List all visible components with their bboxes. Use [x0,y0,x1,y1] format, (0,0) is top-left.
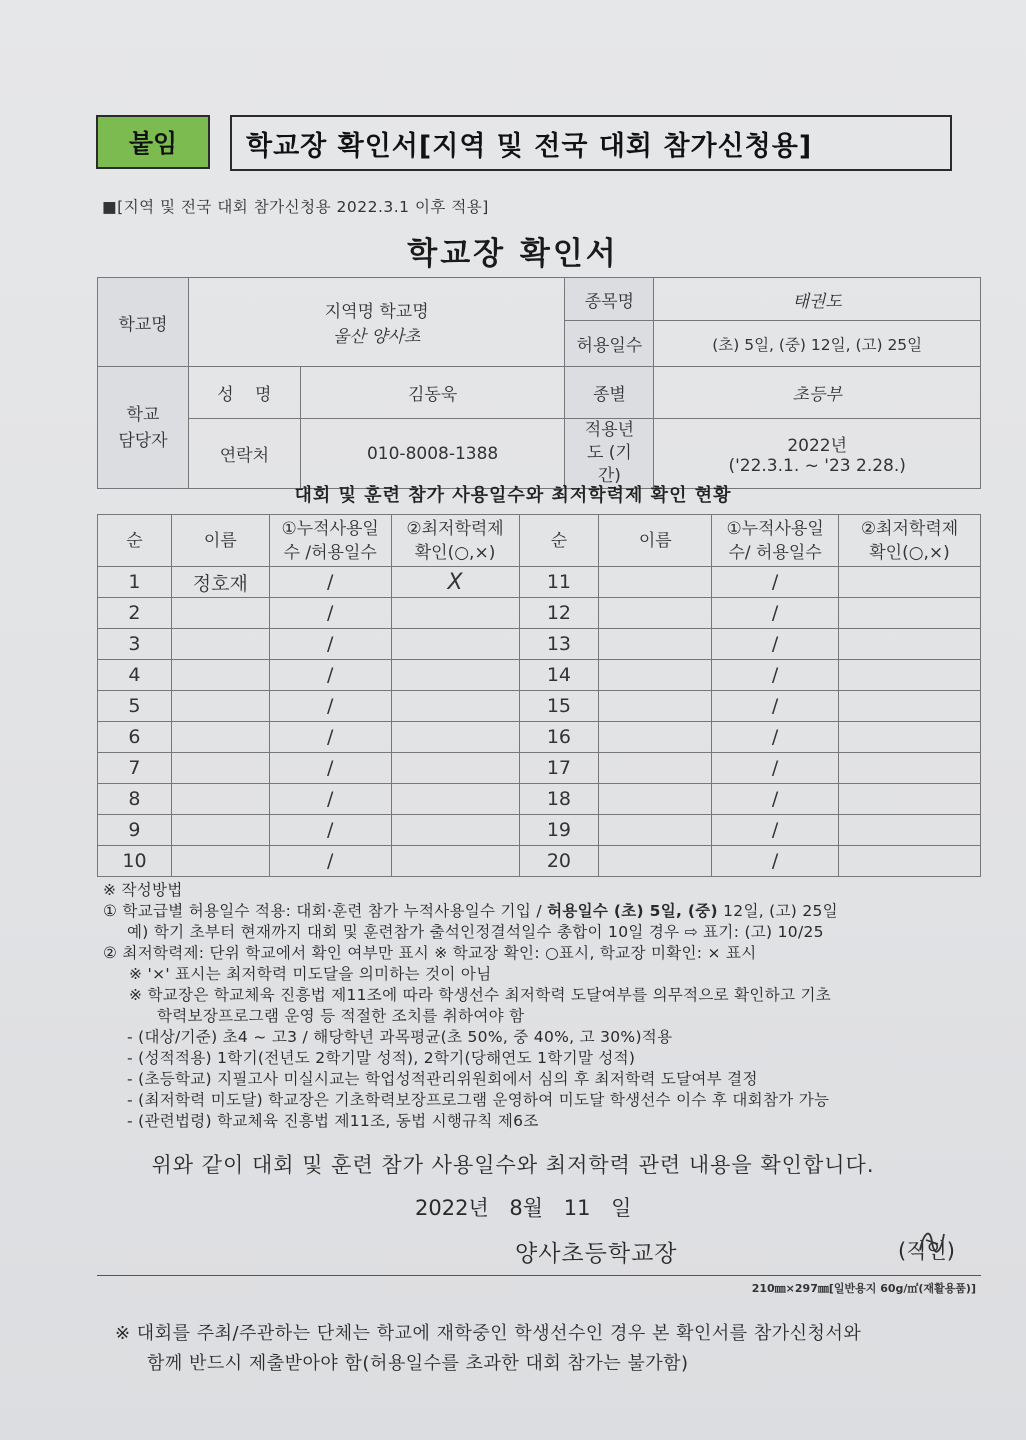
row-number: 14 [519,660,599,691]
status-table [97,514,981,877]
academic-check [839,629,981,660]
phone-value: 010-8008-1388 [300,419,565,489]
info-table [97,277,981,489]
student-name [171,629,269,660]
col-days-2: ①누적사용일수/ 허용일수 [712,515,839,567]
row-number: 10 [98,846,172,877]
used-days: / [269,660,391,691]
academic-check [391,691,519,722]
table-row [98,722,981,753]
academic-check: X [391,567,519,598]
year-cell [654,419,981,489]
student-name: 정호재 [171,567,269,598]
academic-check [391,598,519,629]
note-1-example: 예) 학기 초부터 현재까지 대회 및 훈련참가 출석인정결석일수 총합이 10일 경우 ⇨ 표기: (고) 10/25 [127,923,824,941]
used-days: / [712,598,839,629]
instructions [103,880,993,1132]
footer-note [115,1319,861,1379]
issue-date: 2022년 8월 11 일 [415,1196,632,1220]
row-number: 3 [98,629,172,660]
used-days: / [269,815,391,846]
row-number: 20 [519,846,599,877]
row-number: 11 [519,567,599,598]
year-period: ('22.3.1. ~ '23 2.28.) [728,456,906,476]
note-2-b1: ※ 학교장은 학교체육 진흥법 제11조에 따라 학생선수 최저학력 도달여부를 의무적으로 확인하고 기초 [129,986,832,1004]
academic-check [839,567,981,598]
type-value: 초등부 [654,367,981,419]
row-number: 1 [98,567,172,598]
notes-heading: ※ 작성방법 [103,881,183,899]
row-number: 17 [519,753,599,784]
used-days: / [712,815,839,846]
detail-4: - (최저학력 미도달) 학교장은 기초학력보장프로그램 운영하여 미도달 학생선수 이수 후 대회참가 가능 [127,1091,830,1109]
signature-mark [912,1222,952,1262]
academic-check [391,753,519,784]
student-name [171,784,269,815]
table-row [98,753,981,784]
note-2-a: ※ '×' 표시는 최저학력 미도달을 의미하는 것이 아님 [129,965,492,983]
note-2: ② 최저학력제: 단위 학교에서 확인 여부만 표시 ※ 학교장 확인: ○표시, 학교장 미확인: × 표시 [103,944,757,962]
academic-check [391,846,519,877]
row-number: 15 [519,691,599,722]
used-days: / [269,567,391,598]
row-number: 12 [519,598,599,629]
row-number: 9 [98,815,172,846]
col-academic: ②최저학력제 확인(○,×) [391,515,519,567]
student-name [171,598,269,629]
table-row [98,691,981,722]
event-value: 태권도 [654,278,981,321]
confirmation-statement: 위와 같이 대회 및 훈련 참가 사용일수와 최저학력 관련 내용을 확인합니다. [151,1153,875,1177]
used-days: / [269,784,391,815]
col-no-2: 순 [519,515,599,567]
school-value: 울산 양사초 [332,327,421,347]
student-name [599,815,712,846]
table-row [98,598,981,629]
used-days: / [712,784,839,815]
school-header: 지역명 학교명 [324,302,429,322]
school-cell [188,278,565,367]
table-row [98,846,981,877]
academic-check [839,691,981,722]
academic-check [391,629,519,660]
footer-line-1: ※ 대회를 주최/주관하는 단체는 학교에 재학중인 학생선수인 경우 본 확인서를 참가신청서와 [115,1323,862,1344]
note-2-b2: 학력보장프로그램 운영 등 적절한 조치를 취하여야 함 [157,1007,525,1025]
school-label: 학교명 [98,278,189,367]
academic-check [839,784,981,815]
principal-title: 양사초등학교장 [515,1241,678,1267]
student-name [599,784,712,815]
used-days: / [712,722,839,753]
name-label: 성 명 [188,367,300,419]
table-row [98,660,981,691]
days-label: 허용일수 [565,321,654,367]
student-name [599,691,712,722]
academic-check [391,660,519,691]
document-title: 학교장 확인서 [407,236,619,272]
student-name [599,722,712,753]
academic-check [839,598,981,629]
academic-check [391,815,519,846]
seal-label: (직인) [898,1239,955,1263]
detail-1: - (대상/기준) 초4 ~ 고3 / 해당학년 과목평균(초 50%, 중 40%, 고 30%)적용 [127,1028,673,1046]
detail-5: - (관련법령) 학교체육 진흥법 제11조, 동법 시행규칙 제6조 [127,1112,539,1130]
note-1: ① 학교급별 허용일수 적용: 대회·훈련 참가 누적사용일수 기입 / 허용일수 (초) 5일, (중) 12일, (고) 25일 [103,902,838,920]
attachment-badge: 붙임 [96,115,210,169]
table-row [98,815,981,846]
used-days: / [269,629,391,660]
divider [97,1275,981,1276]
student-name [599,629,712,660]
phone-label: 연락처 [188,419,300,489]
student-name [171,815,269,846]
student-name [599,846,712,877]
type-label: 종별 [565,367,654,419]
student-name [171,722,269,753]
row-number: 19 [519,815,599,846]
academic-check [839,722,981,753]
used-days: / [269,753,391,784]
days-value: (초) 5일, (중) 12일, (고) 25일 [654,321,981,367]
academic-check [839,660,981,691]
student-name [599,660,712,691]
header-title: 학교장 확인서[지역 및 전국 대회 참가신청용] [230,115,952,171]
year-label: 적용년도 (기간) [565,419,654,489]
row-number: 18 [519,784,599,815]
paper-spec: 210㎜×297㎜[일반용지 60g/㎡(재활용품)] [751,1282,976,1295]
col-academic-2: ②최저학력제 확인(○,×) [839,515,981,567]
detail-3: - (초등학교) 지필고사 미실시교는 학업성적관리위원회에서 심의 후 최저학력 도달여부 결정 [127,1070,758,1088]
application-note: ■[지역 및 전국 대회 참가신청용 2022.3.1 이후 적용] [102,198,489,216]
row-number: 7 [98,753,172,784]
academic-check [839,753,981,784]
student-name [171,753,269,784]
student-name [599,567,712,598]
detail-2: - (성적적용) 1학기(전년도 2학기말 성적), 2학기(당해연도 1학기말 성적) [127,1049,636,1067]
table-row [98,567,981,598]
col-name: 이름 [171,515,269,567]
student-name [171,660,269,691]
used-days: / [712,846,839,877]
used-days: / [712,691,839,722]
table-row [98,629,981,660]
row-number: 13 [519,629,599,660]
student-name [171,691,269,722]
used-days: / [269,598,391,629]
academic-check [839,815,981,846]
col-days: ①누적사용일수 /허용일수 [269,515,391,567]
name-value: 김동욱 [300,367,565,419]
used-days: / [712,660,839,691]
row-number: 16 [519,722,599,753]
event-label: 종목명 [565,278,654,321]
col-no: 순 [98,515,172,567]
academic-check [839,846,981,877]
used-days: / [712,629,839,660]
student-name [171,846,269,877]
section-title: 대회 및 훈련 참가 사용일수와 최저학력제 확인 현황 [294,485,732,506]
used-days: / [712,753,839,784]
used-days: / [269,722,391,753]
row-number: 8 [98,784,172,815]
footer-line-2: 함께 반드시 제출받아야 함(허용일수를 초과한 대회 참가는 불가함) [147,1353,689,1374]
used-days: / [712,567,839,598]
row-number: 4 [98,660,172,691]
academic-check [391,784,519,815]
used-days: / [269,691,391,722]
academic-check [391,722,519,753]
student-name [599,753,712,784]
row-number: 5 [98,691,172,722]
year-value: 2022년 [787,436,848,456]
contact-label: 학교 담당자 [98,367,189,489]
table-row [98,784,981,815]
col-name-2: 이름 [599,515,712,567]
row-number: 2 [98,598,172,629]
row-number: 6 [98,722,172,753]
used-days: / [269,846,391,877]
student-name [599,598,712,629]
